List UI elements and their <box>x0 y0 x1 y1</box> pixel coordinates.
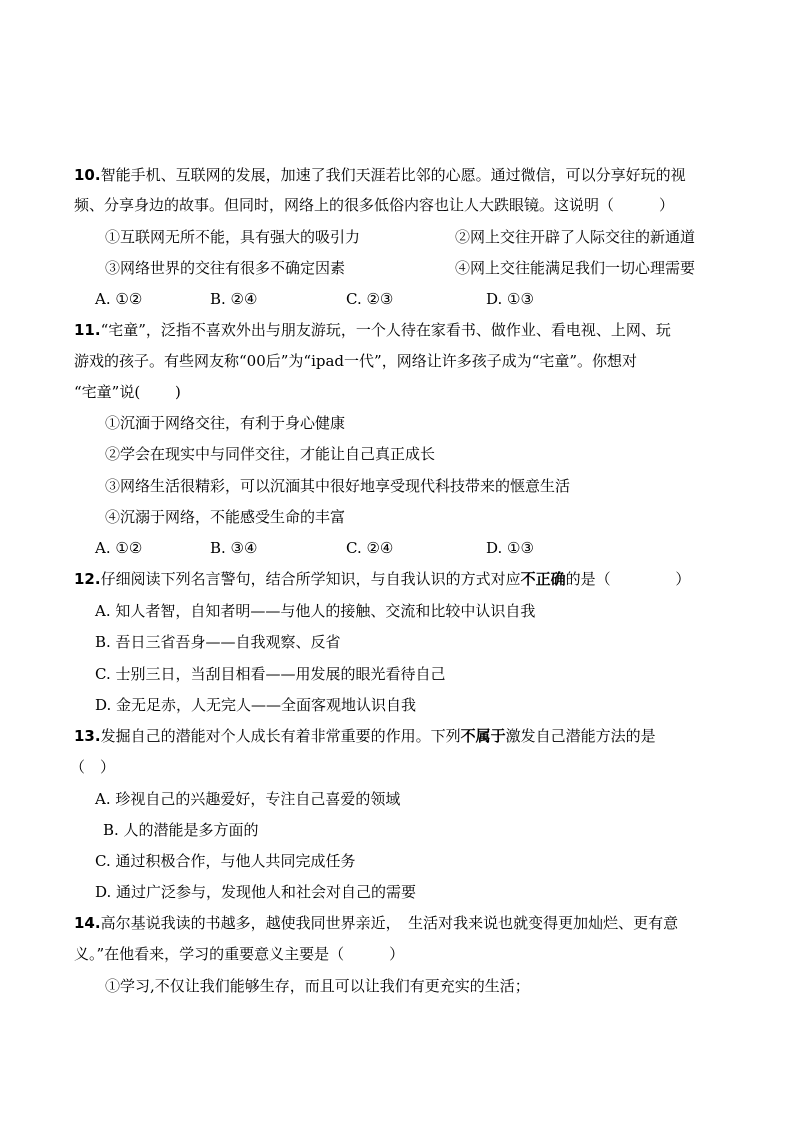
question-13-stem: 13.发掘自己的潜能对个人成长有着非常重要的作用。下列不属于激发自己潜能方法的是 <box>74 727 656 745</box>
choice-row <box>0 538 794 558</box>
choice-row <box>0 289 794 309</box>
question-number: 10. <box>74 166 101 184</box>
statement: ③网络世界的交往有很多不确定因素 <box>105 259 346 277</box>
question-number: 11. <box>74 321 101 339</box>
question-11-stem-line-1: 11.“宅童”，泛指不喜欢外出与朋友游玩，一个人待在家看书、做作业、看电视、上网、玩 <box>74 321 671 339</box>
question-11-stem-line-3: “宅童”说( ) <box>74 383 181 401</box>
choice-a[interactable]: A. ①② <box>95 539 143 557</box>
choice-c[interactable]: C. ②③ <box>346 290 394 308</box>
question-14-stem-line-1: 14.高尔基说我读的书越多，越使我同世界亲近， 生活对我来说也就变得更加灿烂、更有意 <box>74 914 679 932</box>
choice-c[interactable]: C. 士别三日，当刮目相看——用发展的眼光看待自己 <box>95 665 446 683</box>
question-13-stem-line-2: （ ） <box>70 758 116 776</box>
statement: ④沉溺于网络，不能感受生命的丰富 <box>105 508 346 526</box>
choice-a[interactable]: A. ①② <box>95 290 143 308</box>
question-10-stem-line-1: 10.智能手机、互联网的发展，加速了我们天涯若比邻的心愿。通过微信，可以分享好玩的视 <box>74 166 686 184</box>
choice-b[interactable]: B. 人的潜能是多方面的 <box>103 821 259 839</box>
choice-b[interactable]: B. ②④ <box>210 290 258 308</box>
emphasis-text: 不正确 <box>520 570 566 588</box>
choice-b[interactable]: B. ③④ <box>210 539 258 557</box>
question-10-stem-line-2: 频、分享身边的故事。但同时，网络上的很多低俗内容也让人大跌眼镜。这说明（ ） <box>74 196 675 214</box>
question-number: 12. <box>74 570 101 588</box>
choice-d[interactable]: D. 金无足赤，人无完人——全面客观地认识自我 <box>95 696 417 714</box>
question-11-stem-line-2: 游戏的孩子。有些网友称“00后”为“ipad一代”，网络让许多孩子成为“宅童”。你想对 <box>74 352 638 370</box>
question-number: 13. <box>74 727 101 745</box>
choice-a[interactable]: A. 珍视自己的兴趣爱好，专注自己喜爱的领域 <box>95 790 401 808</box>
choice-d[interactable]: D. ①③ <box>486 290 534 308</box>
statement: ②网上交往开辟了人际交往的新通道 <box>455 228 696 246</box>
emphasis-text: 不属于 <box>460 727 506 745</box>
statement: ②学会在现实中与同伴交往，才能让自己真正成长 <box>105 445 436 463</box>
question-14-stem-line-2: 义。”在他看来，学习的重要意义主要是（ ） <box>74 945 405 963</box>
choice-c[interactable]: C. ②④ <box>346 539 394 557</box>
choice-a[interactable]: A. 知人者智，自知者明——与他人的接触、交流和比较中认识自我 <box>95 602 536 620</box>
statement: ①学习,不仅让我们能够生存，而且可以让我们有更充实的生活； <box>105 977 530 995</box>
statement: ④网上交往能满足我们一切心理需要 <box>455 259 696 277</box>
choice-d[interactable]: D. ①③ <box>486 539 534 557</box>
choice-d[interactable]: D. 通过广泛参与，发现他人和社会对自己的需要 <box>95 883 417 901</box>
question-number: 14. <box>74 914 101 932</box>
statement: ③网络生活很精彩，可以沉湎其中很好地享受现代科技带来的惬意生活 <box>105 477 571 495</box>
statement: ①沉湎于网络交往，有利于身心健康 <box>105 414 346 432</box>
choice-c[interactable]: C. 通过积极合作，与他人共同完成任务 <box>95 852 356 870</box>
question-12-stem: 12.仔细阅读下列名言警句，结合所学知识，与自我认识的方式对应不正确的是（ ） <box>74 570 691 588</box>
choice-b[interactable]: B. 吾日三省吾身——自我观察、反省 <box>95 633 341 651</box>
statement: ①互联网无所不能，具有强大的吸引力 <box>105 228 361 246</box>
